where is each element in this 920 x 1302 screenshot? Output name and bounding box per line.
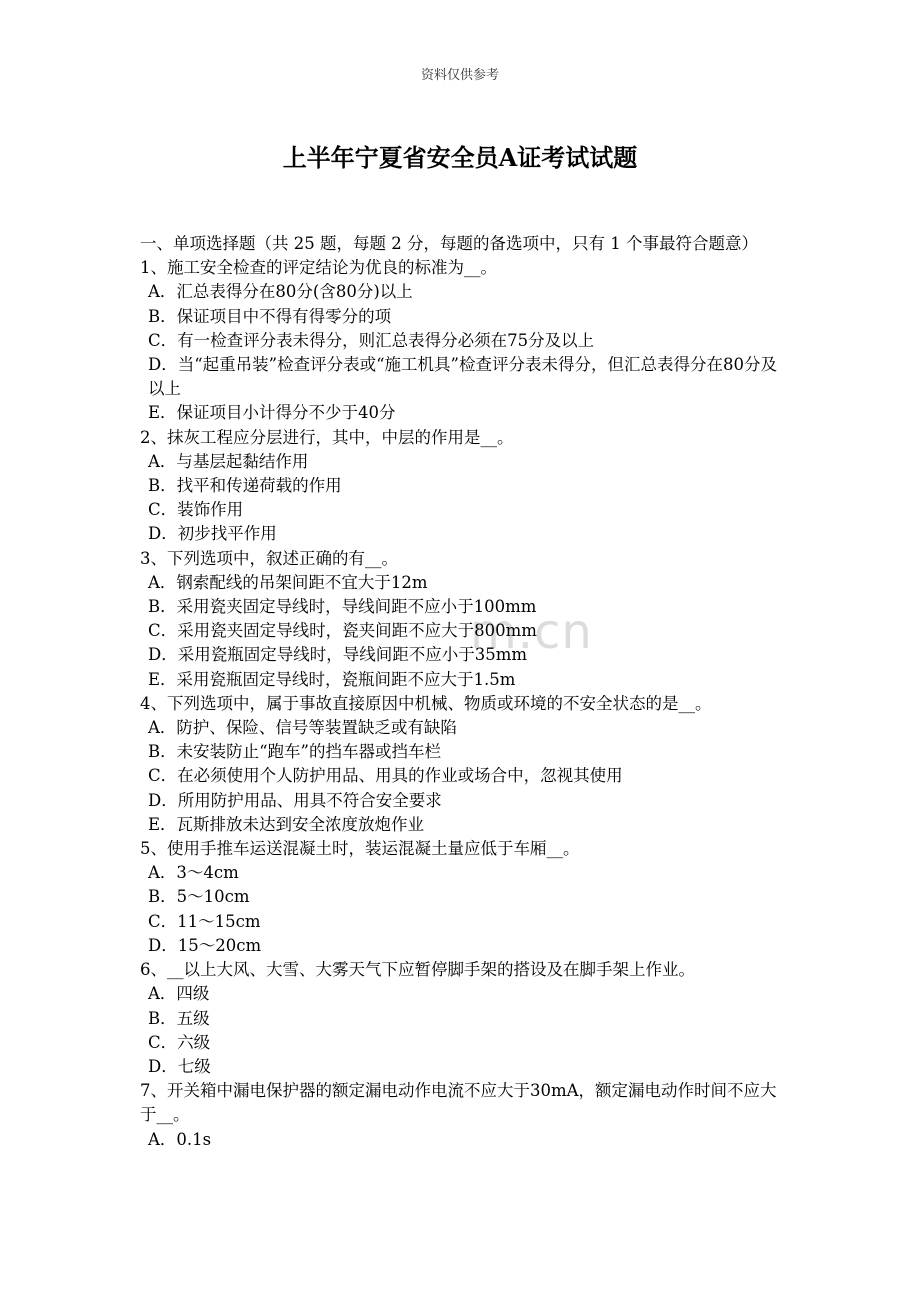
- answer-option: C．装饰作用: [148, 500, 244, 520]
- question-list: [140, 256, 785, 1152]
- answer-option: A．0.1s: [148, 1129, 212, 1149]
- answer-option: D．初步找平作用: [148, 524, 277, 544]
- header-note: 资料仅供参考: [420, 68, 499, 83]
- answer-option: B．5～10cm: [148, 887, 250, 907]
- question-stem: 3、下列选项中，叙述正确的有__。: [140, 548, 398, 568]
- answer-option: A．四级: [148, 984, 210, 1004]
- section-heading: 一、单项选择题（共 25 题，每题 2 分，每题的备选项中，只有 1 个事最符合题意）: [140, 234, 758, 253]
- answer-option: D．15～20cm: [148, 935, 262, 955]
- question-5: [140, 837, 785, 958]
- document-title: 上半年宁夏省安全员A证考试试题: [282, 143, 638, 172]
- question-4: [140, 692, 785, 837]
- question-stem: 2、抹灰工程应分层进行，其中，中层的作用是__。: [140, 427, 514, 447]
- question-3: [140, 547, 785, 692]
- answer-option: C．采用瓷夹固定导线时，瓷夹间距不应大于800mm: [148, 621, 537, 641]
- answer-option: D．当“起重吊装”检查评分表或“施工机具”检查评分表未得分，但汇总表得分在80分及以上: [148, 355, 777, 399]
- question-7: [140, 1079, 785, 1152]
- answer-option: A．汇总表得分在80分(含80分)以上: [148, 282, 413, 302]
- question-2: [140, 426, 785, 547]
- answer-option: E．瓦斯排放未达到安全浓度放炮作业: [148, 814, 425, 834]
- answer-option: D．所用防护用品、用具不符合安全要求: [148, 790, 442, 810]
- question-6: [140, 958, 785, 1079]
- answer-option: B．未安装防止“跑车”的挡车器或挡车栏: [148, 742, 441, 762]
- answer-option: D．七级: [148, 1056, 211, 1076]
- answer-option: A．防护、保险、信号等装置缺乏或有缺陷: [148, 718, 457, 738]
- question-stem: 1、施工安全检查的评定结论为优良的标准为__。: [140, 258, 497, 278]
- answer-option: E．采用瓷瓶固定导线时，瓷瓶间距不应大于1.5m: [148, 669, 516, 689]
- answer-option: A．3～4cm: [148, 863, 239, 883]
- answer-option: B．五级: [148, 1008, 210, 1028]
- answer-option: B．采用瓷夹固定导线时，导线间距不应小于100mm: [148, 597, 537, 617]
- question-1: [140, 256, 785, 425]
- answer-option: D．采用瓷瓶固定导线时，导线间距不应小于35mm: [148, 645, 528, 665]
- answer-option: A．与基层起黏结作用: [148, 451, 309, 471]
- answer-option: A．钢索配线的吊架间距不宜大于12m: [148, 572, 428, 592]
- watermark: m.cn: [470, 604, 593, 660]
- answer-option: C．在必须使用个人防护用品、用具的作业或场合中，忽视其使用: [148, 766, 623, 786]
- answer-option: B．保证项目中不得有得零分的项: [148, 306, 392, 326]
- exam-content: [140, 232, 785, 1152]
- question-stem: 5、使用手推车运送混凝土时，装运混凝土量应低于车厢__。: [140, 839, 580, 859]
- answer-option: C．11～15cm: [148, 911, 261, 931]
- question-stem: 6、__以上大风、大雪、大雾天气下应暂停脚手架的搭设及在脚手架上作业。: [140, 960, 695, 980]
- question-stem: 7、开关箱中漏电保护器的额定漏电动作电流不应大于30mA，额定漏电动作时间不应大于__。: [140, 1081, 777, 1125]
- answer-option: B．找平和传递荷载的作用: [148, 476, 342, 496]
- question-stem: 4、下列选项中，属于事故直接原因中机械、物质或环境的不安全状态的是__。: [140, 693, 712, 713]
- answer-option: C．有一检查评分表未得分，则汇总表得分必须在75分及以上: [148, 330, 595, 350]
- answer-option: E．保证项目小计得分不少于40分: [148, 403, 396, 423]
- answer-option: C．六级: [148, 1032, 211, 1052]
